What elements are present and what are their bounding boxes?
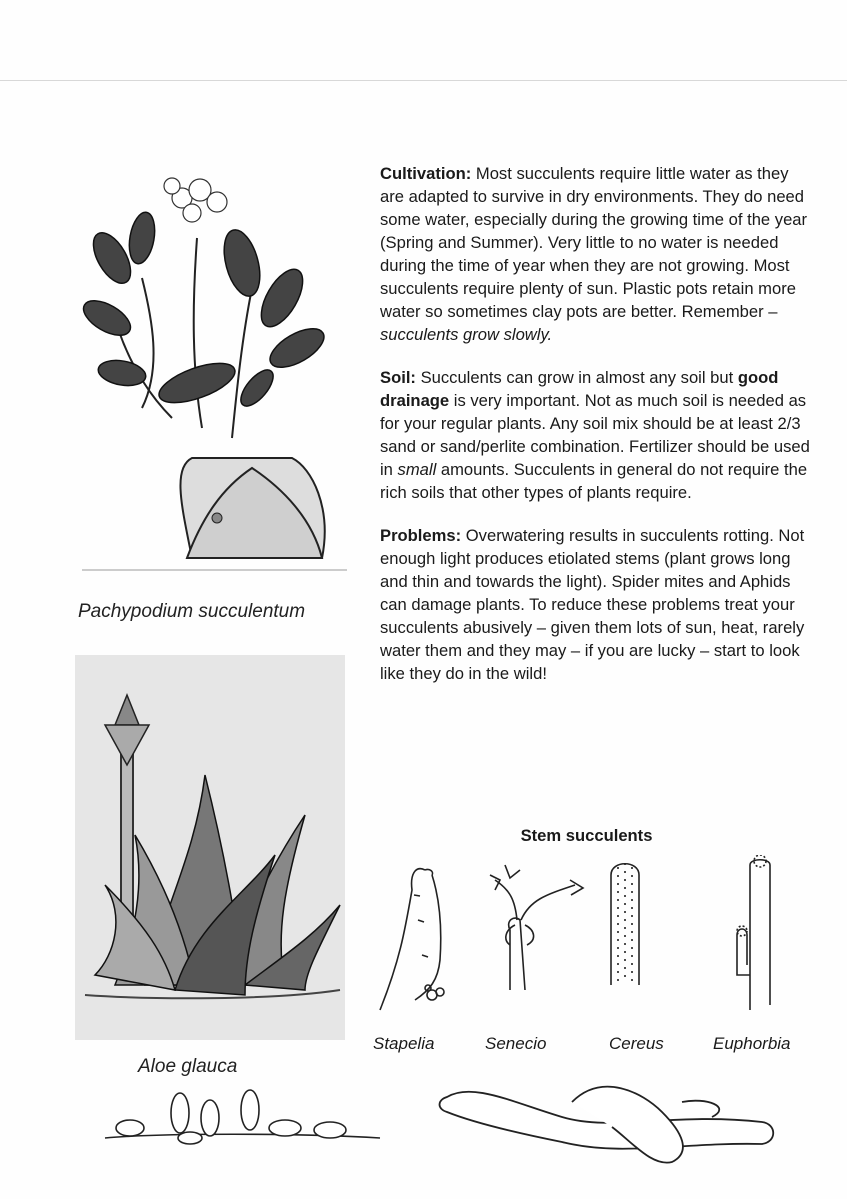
euphorbia-drawing xyxy=(725,855,785,1015)
pachypodium-illustration xyxy=(82,168,352,578)
stem-label-cereus: Cereus xyxy=(609,1034,664,1053)
stem-label-stapelia: Stapelia xyxy=(373,1034,435,1053)
soil-paragraph xyxy=(380,366,810,504)
soil-text-2: is very important. Not as much soil is needed as for your regular plants. Any soil mix should be at least 2/3 sand or sand/perlite combination. Fertilizer should be used in xyxy=(380,391,810,479)
soil-heading: Soil: xyxy=(380,368,416,387)
soil-text-3: amounts. Succulents in general do not require the rich soils that other types of plants require. xyxy=(380,460,808,502)
page-divider xyxy=(0,80,847,81)
stem-succulents-heading: Stem succulents xyxy=(520,826,653,845)
problems-text: Overwatering results in succulents rotting. Not enough light produces etiolated stems (plant grows long and thin and towards the light). Spider mites and Aphids can damage plants. To reduce these problems treat your succulents abusively – given them lots of sun, heat, rarely water them and they may – if you are lucky – start to look like they do in the wild! xyxy=(380,526,805,683)
aloe-caption: Aloe glauca xyxy=(138,1056,238,1077)
senecio-drawing xyxy=(475,860,590,995)
problems-paragraph xyxy=(380,524,810,685)
cultivation-heading: Cultivation: xyxy=(380,164,472,183)
roots-left-drawing xyxy=(100,1088,385,1158)
pachypodium-caption: Pachypodium succulentum xyxy=(78,601,306,622)
roots-right-drawing xyxy=(432,1072,777,1172)
soil-bold: good drainage xyxy=(380,368,779,410)
problems-heading: Problems: xyxy=(380,526,462,545)
text-column xyxy=(380,162,810,705)
soil-text-1: Succulents can grow in almost any soil but xyxy=(415,368,738,387)
stem-label-euphorbia: Euphorbia xyxy=(713,1034,791,1053)
cultivation-paragraph xyxy=(380,162,810,346)
stapelia-drawing xyxy=(370,860,465,1025)
soil-italic: small xyxy=(397,460,437,479)
cultivation-italic: succulents grow slowly. xyxy=(380,325,553,344)
cultivation-text: Most succulents require little water as they are adapted to survive in dry environments. They do need some water, especially during the growing time of the year (Spring and Summer). Very little to no water is needed during the time of year when they are not growing. Most succulents require plenty of sun. Plastic pots retain more water so sometimes clay pots are better. Remember – xyxy=(380,164,808,321)
aloe-illustration xyxy=(75,655,345,1040)
cereus-drawing xyxy=(603,855,648,990)
stem-label-senecio: Senecio xyxy=(485,1034,547,1053)
